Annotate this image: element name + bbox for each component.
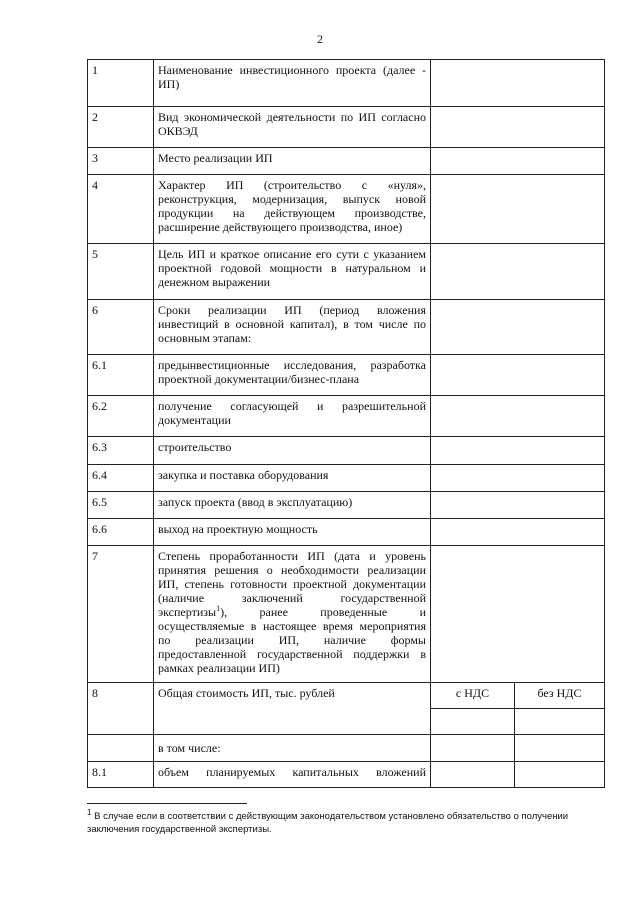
row-description: закупка и поставка оборудования: [154, 465, 431, 492]
table-row: [88, 107, 605, 148]
row-number: 6.3: [88, 437, 154, 465]
row-description: запуск проекта (ввод в эксплуатацию): [154, 492, 431, 519]
table-row-8-1: [88, 762, 605, 788]
row-description: Наименование инвестиционного проекта (далее - ИП): [154, 60, 431, 107]
table-row-8: [88, 683, 605, 709]
row-number: 4: [88, 175, 154, 244]
value-cell[interactable]: [431, 465, 605, 492]
row-number: 6: [88, 300, 154, 355]
footnote-separator: [87, 803, 247, 804]
row-description: Степень проработанности ИП (дата и уровень принятия решения о необходимости реализации ИП, степень готовности проектной документации (наличие заключений государственной экспертизы$^1$), ранее проведенные и осуществляемые в настоящее время мероприятия по реализации ИП, наличие формы предоставленной государственной поддержки в рамках реализации ИП): [154, 546, 431, 683]
row-number: [88, 735, 154, 762]
table-row-7: [88, 546, 605, 683]
row-number: 6.2: [88, 396, 154, 437]
row-description: получение согласующей и разрешительной документации: [154, 396, 431, 437]
value-cell[interactable]: [431, 492, 605, 519]
row-number: 8.1: [88, 762, 154, 788]
row-description: Общая стоимость ИП, тыс. рублей: [154, 683, 431, 735]
table-row: [88, 355, 605, 396]
header-with-vat: с НДС: [431, 683, 515, 709]
table-row: [88, 492, 605, 519]
value-with-vat[interactable]: [431, 709, 515, 735]
page-number: 2: [317, 32, 323, 46]
row-number: 6.1: [88, 355, 154, 396]
row-description: выход на проектную мощность: [154, 519, 431, 546]
row-number: 8: [88, 683, 154, 735]
row-number: 3: [88, 148, 154, 175]
footnote-text: В случае если в соответствии с действующим законодательством установлено обязательство о получении заключения государственной экспертизы.: [87, 811, 569, 835]
footnote-mark: 1: [87, 807, 92, 817]
table-row-including: [88, 735, 605, 762]
value-cell[interactable]: [431, 60, 605, 107]
value-cell[interactable]: [431, 437, 605, 465]
table-row: [88, 396, 605, 437]
row-number: 7: [88, 546, 154, 683]
row-description: Сроки реализации ИП (период вложения инвестиций в основной капитал), в том числе по основным этапам:: [154, 300, 431, 355]
row-description: предынвестиционные исследования, разработка проектной документации/бизнес-плана: [154, 355, 431, 396]
table-row: [88, 175, 605, 244]
value-cell[interactable]: [431, 546, 605, 683]
investment-project-table: [87, 59, 605, 788]
row-description: строительство: [154, 437, 431, 465]
row-description: Цель ИП и краткое описание его сути с указанием проектной годовой мощности в натуральном и денежном выражении: [154, 244, 431, 300]
table-row: [88, 60, 605, 107]
footnote: [87, 807, 597, 836]
value-cell[interactable]: [431, 519, 605, 546]
row-number: 6.5: [88, 492, 154, 519]
header-without-vat: без НДС: [515, 683, 605, 709]
row-description: объем планируемых капитальных вложений: [154, 762, 431, 788]
row-description: Вид экономической деятельности по ИП согласно ОКВЭД: [154, 107, 431, 148]
row-description: в том числе:: [154, 735, 431, 762]
table-row: [88, 300, 605, 355]
row-description: Характер ИП (строительство с «нуля», реконструкция, модернизация, выпуск новой продукции на действующем производстве, расширение действующего производства, иное): [154, 175, 431, 244]
table-row: [88, 244, 605, 300]
footnote-ref: 1: [216, 604, 221, 613]
row-number: 6.4: [88, 465, 154, 492]
row-number: 5: [88, 244, 154, 300]
row-number: 1: [88, 60, 154, 107]
value-cell[interactable]: [431, 396, 605, 437]
row-description: Место реализации ИП: [154, 148, 431, 175]
value-with-vat[interactable]: [431, 735, 515, 762]
row-number: 2: [88, 107, 154, 148]
value-cell[interactable]: [431, 148, 605, 175]
value-cell[interactable]: [431, 300, 605, 355]
value-without-vat[interactable]: [515, 709, 605, 735]
row-number: 6.6: [88, 519, 154, 546]
value-cell[interactable]: [431, 355, 605, 396]
value-cell[interactable]: [431, 244, 605, 300]
value-cell[interactable]: [431, 175, 605, 244]
value-with-vat[interactable]: [431, 762, 515, 788]
table-row: [88, 465, 605, 492]
table-row: [88, 437, 605, 465]
value-without-vat[interactable]: [515, 735, 605, 762]
value-cell[interactable]: [431, 107, 605, 148]
table-row: [88, 148, 605, 175]
table-row: [88, 519, 605, 546]
value-without-vat[interactable]: [515, 762, 605, 788]
